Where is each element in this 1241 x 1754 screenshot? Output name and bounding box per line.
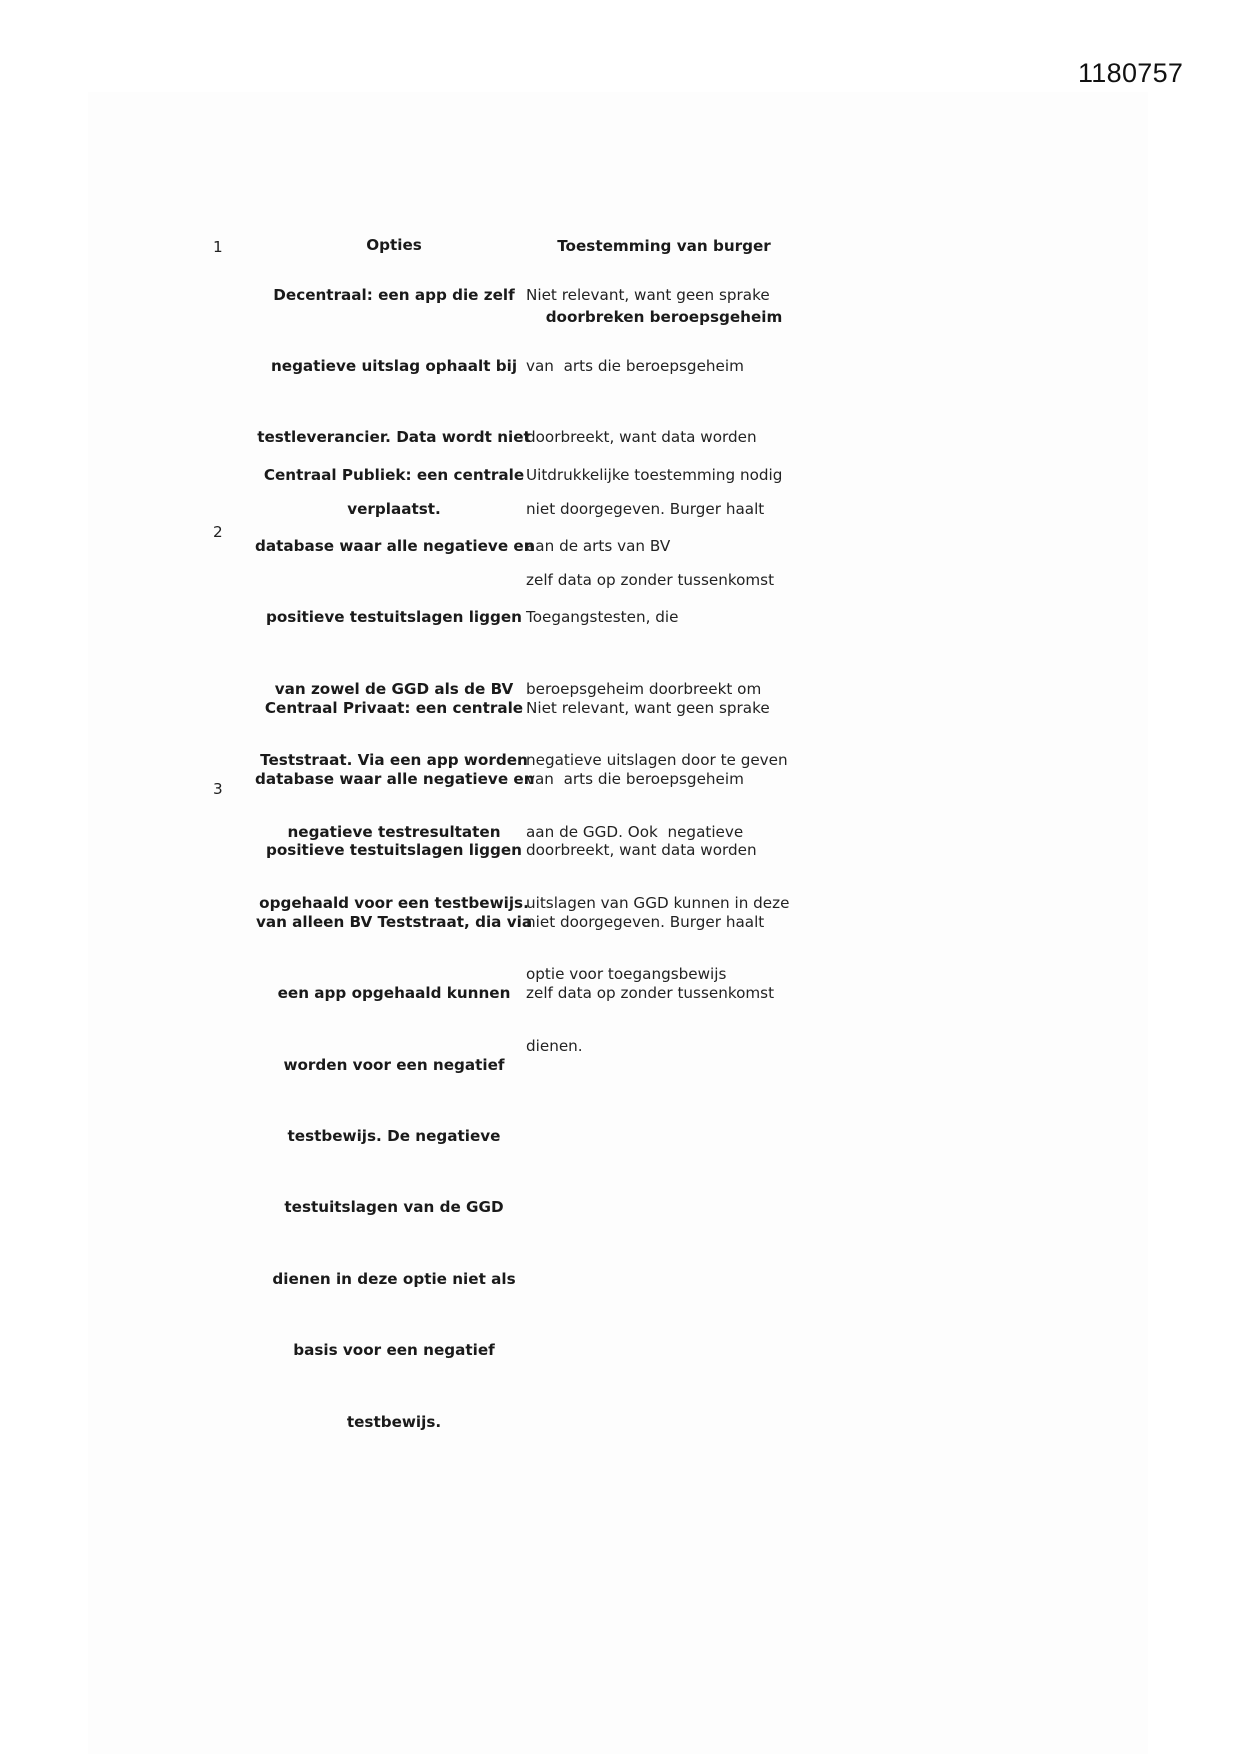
consent-line: van arts die beroepsgeheim [526,356,744,375]
option-line: verplaatst. [347,499,441,518]
consent-line: uitslagen van GGD kunnen in deze [526,893,790,912]
option-line: testleverancier. Data wordt niet [257,428,531,447]
option-line: database waar alle negatieve en [255,536,535,555]
header-consent-line: doorbreken beroepsgeheim [545,307,783,326]
option-line: Decentraal: een app die zelf [273,285,515,304]
consent-line: aan de GGD. Ook negatieve [526,822,744,841]
row-3-consent [526,649,816,1030]
option-line: dienen in deze optie niet als [272,1269,516,1288]
header-consent-line: Toestemming van burger [557,236,771,255]
consent-line: dienen. [526,1036,583,1055]
row-number: 1 [213,238,223,256]
consent-line: Niet relevant, want geen sprake [526,698,770,717]
consent-line: doorbreekt, want data worden [526,841,757,860]
row-number: 3 [213,780,223,798]
consent-line: van arts die beroepsgeheim [526,769,744,788]
consent-line: negatieve uitslagen door te geven [526,751,788,770]
document-id-number: 1180757 [1078,58,1184,88]
row-3-option [255,649,533,1458]
option-line: worden voor een negatief [283,1055,505,1074]
consent-line: optie voor toegangsbewijs [526,965,727,984]
option-line: testuitslagen van de GGD [284,1198,504,1217]
option-line: opgehaald voor een testbewijs. [259,893,529,912]
option-line: van zowel de GGD als de BV [274,679,514,698]
row-number: 2 [213,523,223,541]
option-line: van alleen BV Teststraat, dia via [255,912,533,931]
consent-line: niet doorgegeven. Burger haalt [526,499,765,518]
option-line: een app opgehaald kunnen [277,984,511,1003]
option-line: Centraal Publiek: een centrale [263,465,525,484]
header-options-label: Opties [366,235,422,254]
option-line: basis voor een negatief [293,1341,495,1360]
consent-line: doorbreekt, want data worden [526,428,757,447]
consent-line: Uitdrukkelijke toestemming nodig [526,465,783,484]
option-line: negatieve testresultaten [287,822,501,841]
consent-line: zelf data op zonder tussenkomst [526,984,775,1003]
option-line: testbewijs. [346,1412,442,1431]
option-line: positieve testuitslagen liggen [266,608,522,627]
consent-line: Niet relevant, want geen sprake [526,285,770,304]
option-line: positieve testuitslagen liggen [266,841,522,860]
consent-line: beroepsgeheim doorbreekt om [526,679,762,698]
option-line: negatieve uitslag ophaalt bij [270,356,518,375]
option-line: Teststraat. Via een app worden [260,751,528,770]
option-line: Centraal Privaat: een centrale [264,698,524,717]
consent-line: Toegangstesten, die [526,608,679,627]
consent-line: niet doorgegeven. Burger haalt [526,912,765,931]
consent-line: aan de arts van BV [526,536,671,555]
consent-line: zelf data op zonder tussenkomst [526,571,775,590]
option-line: testbewijs. De negatieve [287,1126,501,1145]
option-line: database waar alle negatieve en [255,769,535,788]
